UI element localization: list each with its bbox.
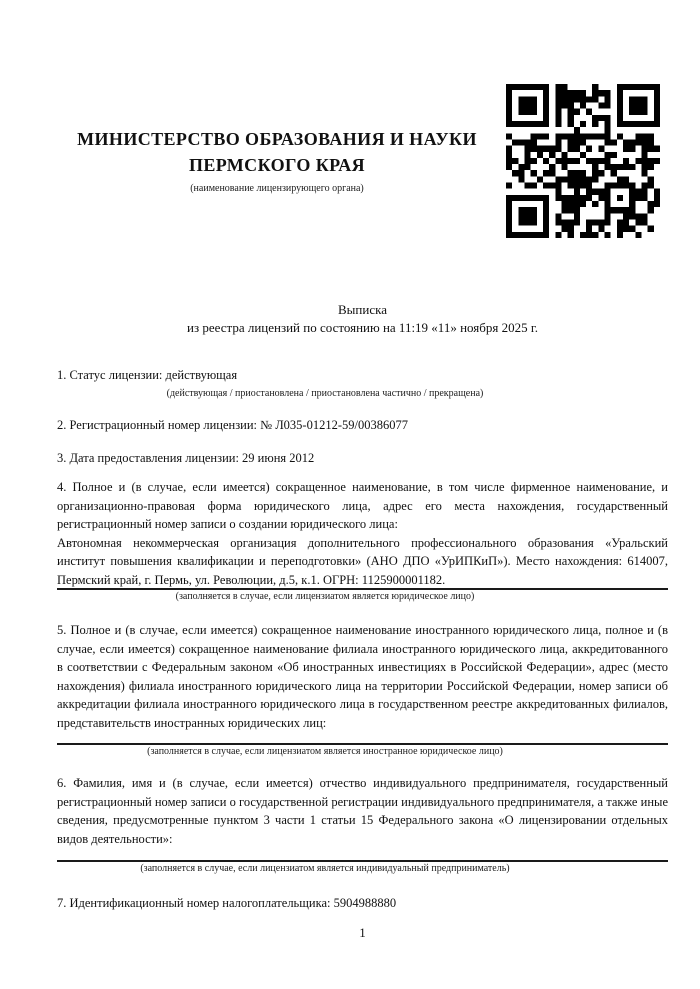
license-status-line: 1. Статус лицензии: действующая [57,368,238,382]
authority-name-line1: МИНИСТЕРСТВО ОБРАЗОВАНИЯ И НАУКИ [77,129,477,149]
legal-entity-section [57,478,668,590]
legal-entity-note: (заполняется в случае, если лицензиатом является юридическое лицо) [175,591,475,602]
document-body [57,0,668,989]
license-status-options-note: (действующая / приостановлена / приостановлена частично / прекращена) [166,388,484,399]
license-grant-date-line: 3. Дата предоставления лицензии: 29 июня 2012 [57,451,315,465]
page-number: 1 [359,925,366,940]
entrepreneur-section: 6. Фамилия, имя и (в случае, если имеется) отчество индивидуального предпринимателя, государственный регистрационный номер записи о государственной регистрации индивидуального предпринимателя, а также иные сведения, предусмотренные пунктом 3 части 1 статьи 15 Федерального закона «О лицензировании отдельных видов деятельности»: [57,776,668,846]
legal-entity-answer: Автономная некоммерческая организация дополнительного профессионального образования «Уральский институт повышения квалификации и переподготовки» (АНО ДПО «УрИПКиП»). Место нахождения: 614007, Пермский край, г. Пермь, ул. Революции, д.5, к.1. ОГРН: 1125900001182. [57,535,668,587]
document-subtitle: из реестра лицензий по состоянию на 11:19 «11» ноября 2025 г. [187,319,538,335]
foreign-entity-section: 5. Полное и (в случае, если имеется) сокращенное наименование иностранного юридического лица, полное и (в случае, если имеется) сокращенное наименование филиала иностранного юридического лица, аккредитованного в соответствии с Федеральным законом «Об иностранных инвестициях в Российской Федерации», адрес (место нахождения) филиала иностранного юридического лица на территории Российской Федерации, номер записи об аккредитации филиала иностранного юридического лица в государственном реестре аккредитованных филиалов, представительств иностранных юридических лиц: [57,623,668,730]
foreign-entity-note: (заполняется в случае, если лицензиатом является иностранное юридическое лицо) [147,746,503,757]
legal-entity-question: 4. Полное и (в случае, если имеется) сокращенное наименование, в том числе фирменное наименование, и организационно-правовая форма юридического лица, адрес его места нахождения, государственный регистрационный номер записи о создании юридического лица: [57,480,668,532]
document-title: Выписка [338,302,387,317]
taxpayer-id-line: 7. Идентификационный номер налогоплательщика: 5904988880 [57,896,397,910]
entrepreneur-note: (заполняется в случае, если лицензиатом является индивидуальный предприниматель) [140,863,510,874]
registration-number-line: 2. Регистрационный номер лицензии: № Л035-01212-59/00386077 [57,418,408,432]
authority-caption: (наименование лицензирующего органа) [190,183,364,194]
authority-name-line2: ПЕРМСКОГО КРАЯ [188,155,366,175]
